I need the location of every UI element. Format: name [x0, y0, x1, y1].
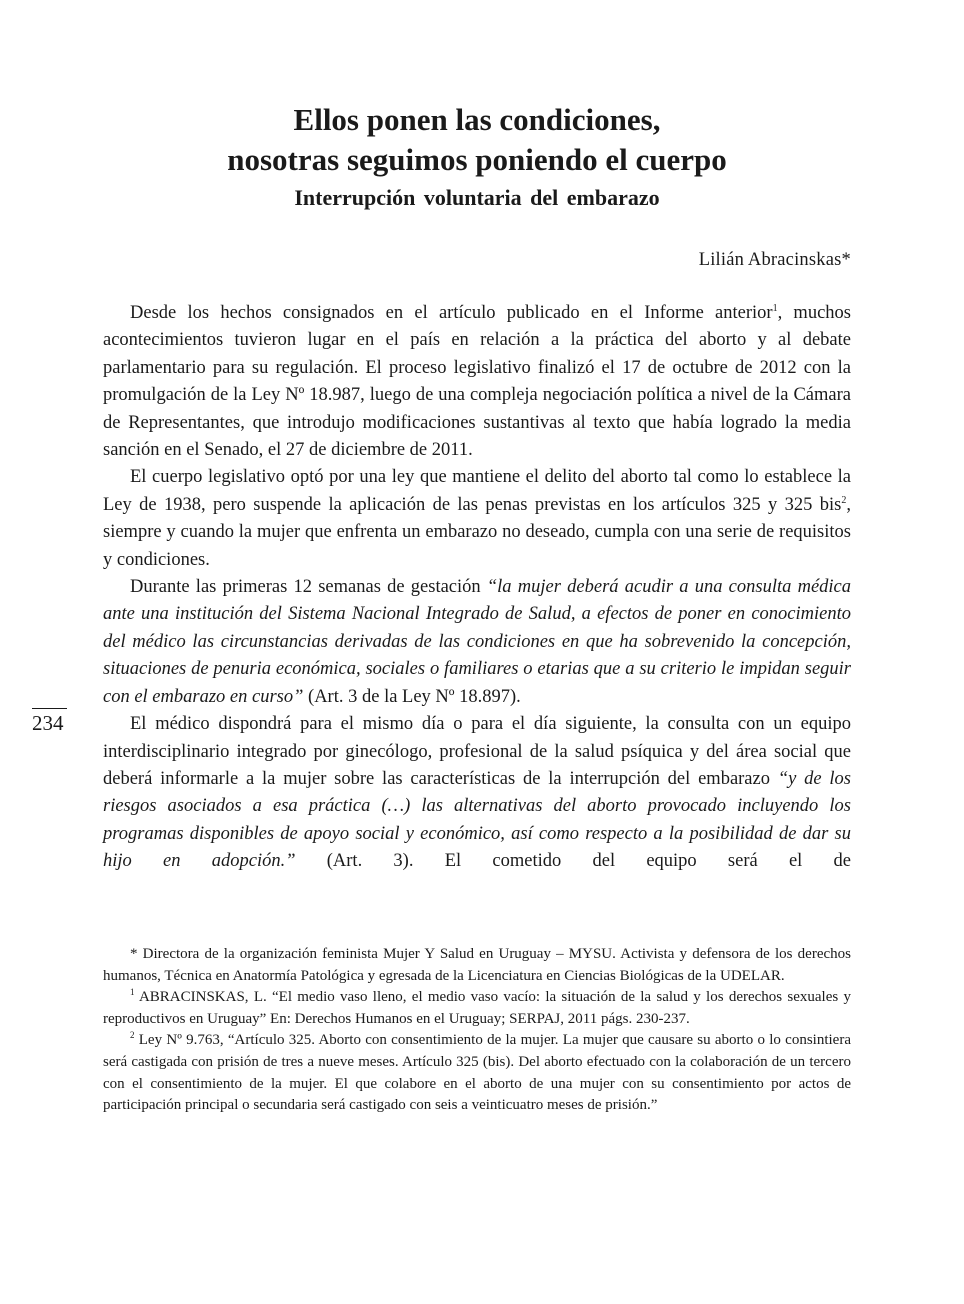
- footnotes: [103, 944, 851, 1117]
- paragraph-2-text-b: , siempre y cuando la mujer que enfrenta un embarazo no deseado, cumpla con una serie de requisitos y condiciones.: [103, 494, 851, 570]
- paragraph-3-quote: “la mujer deberá acudir a una consulta médica ante una institución del Sistema Nacional Integrado de Salud, a efectos de poner en conocimiento del médico las circunstancias derivadas de las condiciones en que ha sobrevenido la concepción, situaciones de penuria económica, sociales o familiares o etarias que a su criterio le impidan seguir con el embarazo en curso”: [103, 577, 852, 707]
- paragraph-2-text-a: El cuerpo legislativo optó por una ley que mantiene el delito del aborto tal como lo establece la Ley de 1938, pero suspende la aplicación de las penas previstas en los artículos 325 y 325 bis: [103, 467, 851, 515]
- footnote-2-mark: 2: [130, 1030, 135, 1041]
- title-block: [103, 100, 851, 214]
- footnote-author: * Directora de la organización feminista Mujer Y Salud en Uruguay – MYSU. Activista y defensora de los derechos humanos, Técnica en Anatormía Patológica y egresada de la Licenciatura en Ciencias Biológicas de la UDELAR.: [103, 946, 851, 984]
- paragraph-4-text-b: (Art. 3). El cometido del equipo será el de: [295, 851, 851, 872]
- footnote-2-text: Ley Nº 9.763, “Artículo 325. Aborto con consentimiento de la mujer. La mujer que causare su aborto o lo consintiera será castigada con prisión de tres a nueve meses. Artículo 325 (bis). Del aborto efectuado con la colaboración de un tercero con el consentimiento de la mujer. El que colabore en el aborto de una mujer con su consentimiento por actos de participación principal o secundaria será castigado con seis a veinticuatro meses de prisión.”: [103, 1032, 851, 1114]
- footnote-ref-1: 1: [772, 303, 778, 314]
- paragraph-4: [103, 711, 851, 875]
- footnote-1-text: ABRACINSKAS, L. “El medio vaso lleno, el medio vaso vacío: la situación de la salud y los derechos sexuales y reproductivos en Uruguay” En: Derechos Humanos en el Uruguay; SERPAJ, 2011 págs. 230-237.: [103, 989, 851, 1027]
- footnote-1: [103, 987, 851, 1030]
- paragraph-3-text-a: Durante las primeras 12 semanas de gestación: [130, 577, 487, 598]
- footnote-1-mark: 1: [130, 987, 135, 998]
- paragraph-4-quote: “y de los riesgos asociados a esa práctica (…) las alternativas del aborto provocado incluyendo los programas disponibles de apoyo social y económico, así como respecto a la posibilidad de dar su hijo en adopción.”: [103, 768, 851, 872]
- article-subtitle: Interrupción voluntaria del embarazo: [294, 185, 660, 210]
- paragraph-3-text-b: (Art. 3 de la Ley Nº 18.897).: [303, 686, 521, 707]
- paragraph-1: [103, 300, 851, 464]
- article-title-line-2: nosotras seguimos poniendo el cuerpo: [227, 142, 727, 177]
- paragraph-1-text-b: , muchos acontecimientos tuvieron lugar en el país en relación a la práctica del aborto y al debate parlamentario para su regulación. El proceso legislativo finalizó el 17 de octubre de 2012 con la promulgación de la Ley Nº 18.987, luego de una compleja negociación política a nivel de la Cámara de Representantes, que introdujo modificaciones sustantivas al texto que había logrado la media sanción en el Senado, el 27 de diciembre de 2011.: [103, 303, 851, 461]
- paragraph-4-text-a: El médico dispondrá para el mismo día o para el día siguiente, la consulta con un equipo interdisciplinario integrado por ginecólogo, profesional de la salud psíquica y del área social que deberá informarle a la mujer sobre las características de la interrupción del embarazo: [103, 714, 851, 789]
- paragraph-3: [103, 574, 851, 711]
- article-body: [103, 300, 851, 876]
- footnote-ref-2: 2: [841, 494, 847, 506]
- page-number: 234: [32, 708, 67, 735]
- paragraph-1-text-a: Desde los hechos consignados en el artículo publicado en el Informe anterior: [130, 303, 773, 323]
- article-title-line-1: Ellos ponen las condiciones,: [293, 102, 661, 137]
- paragraph-2: [103, 464, 851, 574]
- footnote-2: [103, 1030, 851, 1116]
- author-name: Lilián Abracinskas*: [698, 250, 851, 270]
